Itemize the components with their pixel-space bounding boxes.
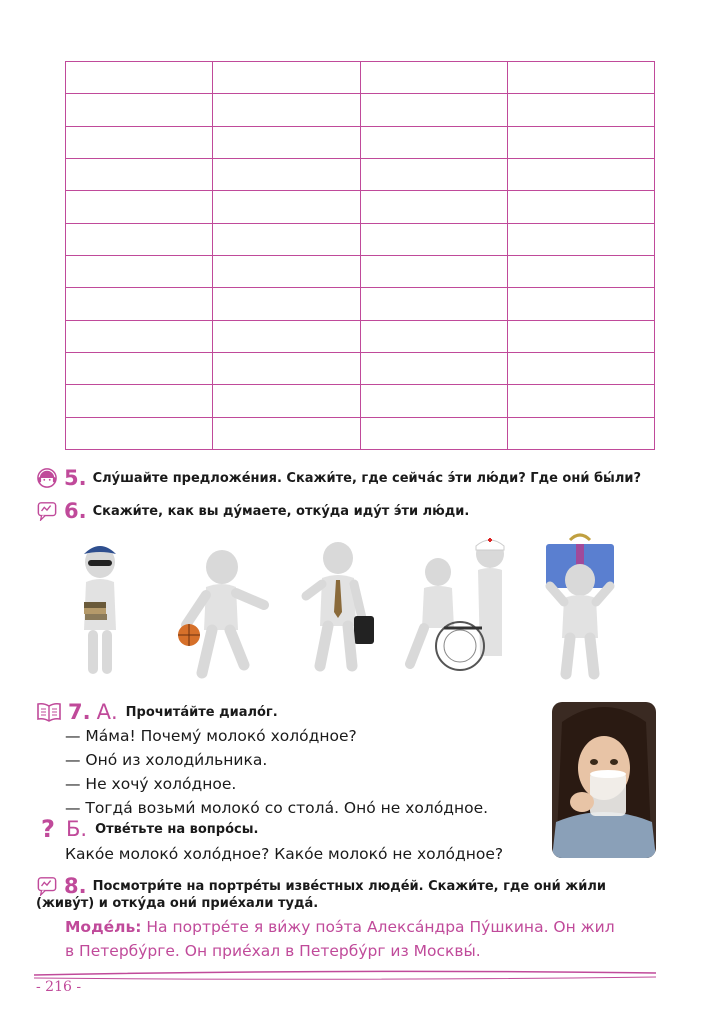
grid-cell[interactable] bbox=[66, 352, 213, 384]
grid-cell[interactable] bbox=[507, 385, 654, 417]
grid-cell[interactable] bbox=[360, 385, 507, 417]
question-icon: ? bbox=[41, 815, 55, 843]
grid-cell[interactable] bbox=[213, 417, 360, 449]
grid-cell[interactable] bbox=[66, 94, 213, 126]
exercise-number: 8. bbox=[64, 874, 87, 898]
exercise-instruction: Посмотри́те на портре́ты изве́стных люде́й. Скажи́те, где они́ жи́ли bbox=[92, 878, 606, 894]
grid-cell[interactable] bbox=[213, 385, 360, 417]
grid-cell[interactable] bbox=[66, 385, 213, 417]
grid-cell[interactable] bbox=[213, 288, 360, 320]
answer-grid bbox=[65, 61, 655, 450]
grid-cell[interactable] bbox=[360, 352, 507, 384]
grid-cell[interactable] bbox=[213, 223, 360, 255]
grid-cell[interactable] bbox=[507, 320, 654, 352]
exercise-number: 6. bbox=[64, 499, 87, 523]
grid-cell[interactable] bbox=[507, 255, 654, 287]
grid-cell[interactable] bbox=[66, 320, 213, 352]
grid-cell[interactable] bbox=[360, 288, 507, 320]
figure-books bbox=[70, 540, 130, 680]
question-line: Како́е молоко́ холо́дное? Како́е молоко́ не холо́дное? bbox=[65, 845, 504, 863]
grid-row bbox=[66, 191, 655, 223]
exercise-instruction-cont: (живу́т) и отку́да они́ прие́хали туда́. bbox=[36, 896, 319, 911]
listening-icon bbox=[36, 468, 58, 488]
grid-cell[interactable] bbox=[213, 62, 360, 94]
speaking-icon bbox=[36, 876, 58, 896]
dialog-line-1: — Ма́ма! Почему́ молоко́ холо́дное? bbox=[65, 727, 357, 745]
model-line-1 bbox=[65, 918, 615, 936]
grid-cell[interactable] bbox=[213, 158, 360, 190]
grid-row bbox=[66, 158, 655, 190]
grid-cell[interactable] bbox=[507, 223, 654, 255]
grid-cell[interactable] bbox=[66, 417, 213, 449]
grid-cell[interactable] bbox=[360, 255, 507, 287]
model-line-2: в Петербу́рге. Он прие́хал в Петербу́рг из Москвы́. bbox=[65, 942, 481, 960]
grid-cell[interactable] bbox=[360, 191, 507, 223]
exercise-instruction: Отве́тьте на вопро́сы. bbox=[95, 821, 259, 837]
part-a-label: А. bbox=[96, 700, 118, 724]
grid-row bbox=[66, 385, 655, 417]
grid-cell[interactable] bbox=[66, 158, 213, 190]
exercise-6 bbox=[36, 499, 469, 523]
grid-cell[interactable] bbox=[213, 320, 360, 352]
figure-briefcase bbox=[298, 538, 378, 678]
grid-cell[interactable] bbox=[213, 191, 360, 223]
grid-cell[interactable] bbox=[213, 94, 360, 126]
dialog-line-2: — Оно́ из холоди́льника. bbox=[65, 751, 268, 769]
grid-cell[interactable] bbox=[213, 126, 360, 158]
grid-cell[interactable] bbox=[360, 62, 507, 94]
exercise-instruction: Прочита́йте диало́г. bbox=[125, 704, 278, 720]
dialog-line-4: — Тогда́ возьми́ молоко́ со стола́. Оно́ не холо́дное. bbox=[65, 799, 489, 817]
exercise-8 bbox=[36, 874, 606, 898]
grid-cell[interactable] bbox=[507, 126, 654, 158]
grid-cell[interactable] bbox=[66, 191, 213, 223]
dialog-line-3: — Не хочу́ холо́дное. bbox=[65, 775, 237, 793]
footer-divider bbox=[34, 967, 656, 981]
part-b-label: Б. bbox=[66, 817, 88, 841]
exercise-7b bbox=[36, 815, 258, 843]
figure-basketball bbox=[172, 545, 272, 680]
grid-row bbox=[66, 223, 655, 255]
grid-cell[interactable] bbox=[66, 288, 213, 320]
page-number: - 216 - bbox=[36, 979, 82, 995]
model-label: Моде́ль: bbox=[65, 918, 142, 936]
reading-icon bbox=[36, 702, 62, 722]
figure-gift bbox=[540, 530, 620, 680]
grid-row bbox=[66, 62, 655, 94]
grid-cell[interactable] bbox=[360, 158, 507, 190]
exercise-7 bbox=[36, 700, 278, 724]
exercise-instruction: Скажи́те, как вы ду́маете, отку́да иду́т э́ти лю́ди. bbox=[92, 503, 470, 519]
model-text-1: На портре́те я ви́жу поэ́та Алекса́ндра Пу́шкина. Он жил bbox=[146, 918, 615, 936]
grid-row bbox=[66, 94, 655, 126]
grid-cell[interactable] bbox=[507, 158, 654, 190]
grid-cell[interactable] bbox=[66, 255, 213, 287]
grid-cell[interactable] bbox=[213, 255, 360, 287]
grid-row bbox=[66, 255, 655, 287]
exercise-5 bbox=[36, 466, 641, 490]
grid-cell[interactable] bbox=[507, 352, 654, 384]
grid-cell[interactable] bbox=[66, 62, 213, 94]
grid-cell[interactable] bbox=[360, 417, 507, 449]
speaking-icon bbox=[36, 501, 58, 521]
grid-row bbox=[66, 320, 655, 352]
grid-cell[interactable] bbox=[360, 223, 507, 255]
grid-cell[interactable] bbox=[507, 417, 654, 449]
grid-cell[interactable] bbox=[66, 126, 213, 158]
grid-cell[interactable] bbox=[66, 223, 213, 255]
figure-wheelchair bbox=[402, 536, 517, 681]
grid-cell[interactable] bbox=[507, 288, 654, 320]
exercise-instruction: Слу́шайте предложе́ния. Скажи́те, где сейча́с э́ти лю́ди? Где они́ бы́ли? bbox=[92, 470, 641, 486]
grid-cell[interactable] bbox=[507, 62, 654, 94]
grid-cell[interactable] bbox=[213, 352, 360, 384]
grid-cell[interactable] bbox=[360, 126, 507, 158]
grid-row bbox=[66, 352, 655, 384]
grid-row bbox=[66, 417, 655, 449]
girl-drinking-milk-photo bbox=[552, 702, 656, 858]
exercise-number: 5. bbox=[64, 466, 87, 490]
grid-row bbox=[66, 126, 655, 158]
exercise-number: 7. bbox=[68, 700, 91, 724]
grid-cell[interactable] bbox=[507, 191, 654, 223]
grid-cell[interactable] bbox=[507, 94, 654, 126]
grid-row bbox=[66, 288, 655, 320]
grid-cell[interactable] bbox=[360, 320, 507, 352]
grid-cell[interactable] bbox=[360, 94, 507, 126]
